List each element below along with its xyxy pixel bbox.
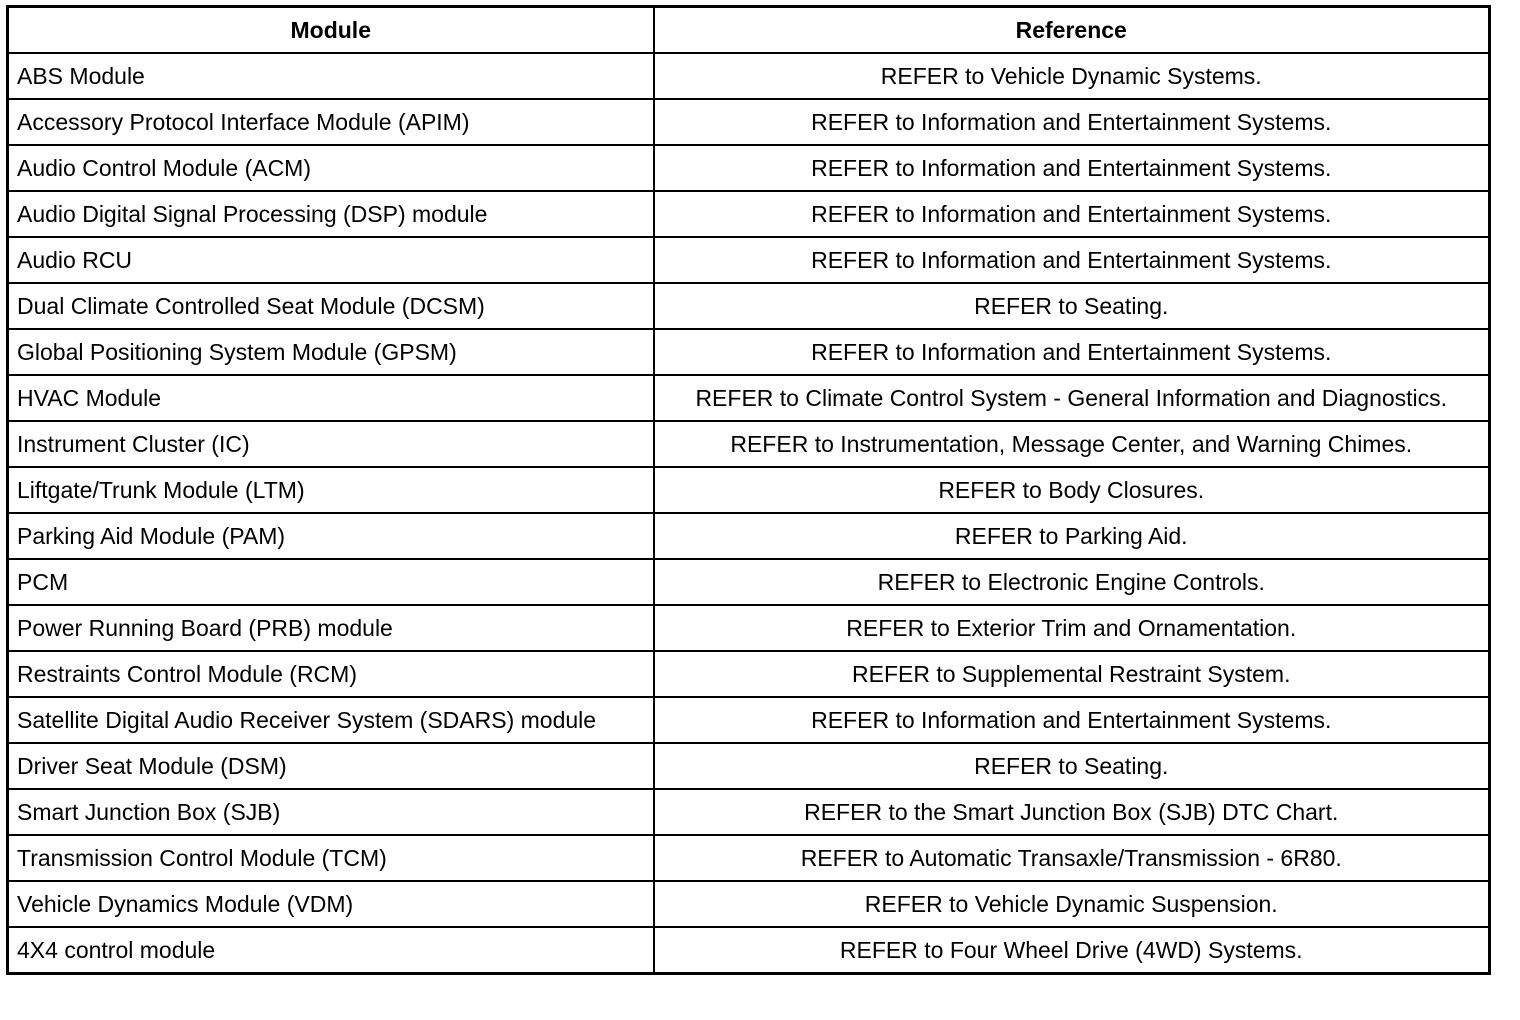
module-cell: Liftgate/Trunk Module (LTM) — [8, 467, 654, 513]
module-cell: PCM — [8, 559, 654, 605]
reference-cell: REFER to Information and Entertainment Systems. — [654, 697, 1490, 743]
table-row — [8, 513, 1490, 559]
module-cell: Smart Junction Box (SJB) — [8, 789, 654, 835]
module-cell: Audio Control Module (ACM) — [8, 145, 654, 191]
table-row — [8, 835, 1490, 881]
table-row — [8, 651, 1490, 697]
reference-cell: REFER to Electronic Engine Controls. — [654, 559, 1490, 605]
table-row — [8, 927, 1490, 974]
reference-cell: REFER to Four Wheel Drive (4WD) Systems. — [654, 927, 1490, 974]
module-cell: Audio Digital Signal Processing (DSP) module — [8, 191, 654, 237]
reference-cell: REFER to Information and Entertainment Systems. — [654, 99, 1490, 145]
module-cell: Vehicle Dynamics Module (VDM) — [8, 881, 654, 927]
reference-cell: REFER to Instrumentation, Message Center, and Warning Chimes. — [654, 421, 1490, 467]
module-cell: Satellite Digital Audio Receiver System (SDARS) module — [8, 697, 654, 743]
module-cell: Instrument Cluster (IC) — [8, 421, 654, 467]
module-cell: Dual Climate Controlled Seat Module (DCSM) — [8, 283, 654, 329]
reference-cell: REFER to Parking Aid. — [654, 513, 1490, 559]
header-reference: Reference — [654, 7, 1490, 54]
table-row — [8, 467, 1490, 513]
table-row — [8, 283, 1490, 329]
module-reference-table — [6, 5, 1491, 975]
header-module: Module — [8, 7, 654, 54]
table-row — [8, 191, 1490, 237]
reference-cell: REFER to Automatic Transaxle/Transmission - 6R80. — [654, 835, 1490, 881]
reference-cell: REFER to Seating. — [654, 283, 1490, 329]
module-cell: Global Positioning System Module (GPSM) — [8, 329, 654, 375]
module-cell: ABS Module — [8, 53, 654, 99]
reference-cell: REFER to Vehicle Dynamic Systems. — [654, 53, 1490, 99]
table-row — [8, 53, 1490, 99]
table-row — [8, 789, 1490, 835]
reference-cell: REFER to Information and Entertainment Systems. — [654, 237, 1490, 283]
module-cell: Audio RCU — [8, 237, 654, 283]
module-cell: Accessory Protocol Interface Module (APIM) — [8, 99, 654, 145]
module-cell: 4X4 control module — [8, 927, 654, 974]
table-row — [8, 421, 1490, 467]
table-body — [8, 53, 1490, 974]
reference-cell: REFER to the Smart Junction Box (SJB) DTC Chart. — [654, 789, 1490, 835]
module-cell: Parking Aid Module (PAM) — [8, 513, 654, 559]
module-cell: Transmission Control Module (TCM) — [8, 835, 654, 881]
table-row — [8, 881, 1490, 927]
reference-cell: REFER to Supplemental Restraint System. — [654, 651, 1490, 697]
reference-cell: REFER to Body Closures. — [654, 467, 1490, 513]
table-row — [8, 375, 1490, 421]
reference-cell: REFER to Information and Entertainment Systems. — [654, 329, 1490, 375]
table-row — [8, 559, 1490, 605]
module-cell: Power Running Board (PRB) module — [8, 605, 654, 651]
reference-cell: REFER to Exterior Trim and Ornamentation. — [654, 605, 1490, 651]
table-row — [8, 743, 1490, 789]
table-row — [8, 605, 1490, 651]
module-cell: Driver Seat Module (DSM) — [8, 743, 654, 789]
reference-cell: REFER to Climate Control System - General Information and Diagnostics. — [654, 375, 1490, 421]
table-row — [8, 237, 1490, 283]
table-header-row — [8, 7, 1490, 54]
reference-cell: REFER to Information and Entertainment Systems. — [654, 191, 1490, 237]
table-row — [8, 145, 1490, 191]
table-row — [8, 329, 1490, 375]
module-cell: Restraints Control Module (RCM) — [8, 651, 654, 697]
table-row — [8, 697, 1490, 743]
reference-cell: REFER to Information and Entertainment Systems. — [654, 145, 1490, 191]
table-row — [8, 99, 1490, 145]
reference-cell: REFER to Vehicle Dynamic Suspension. — [654, 881, 1490, 927]
module-cell: HVAC Module — [8, 375, 654, 421]
reference-cell: REFER to Seating. — [654, 743, 1490, 789]
